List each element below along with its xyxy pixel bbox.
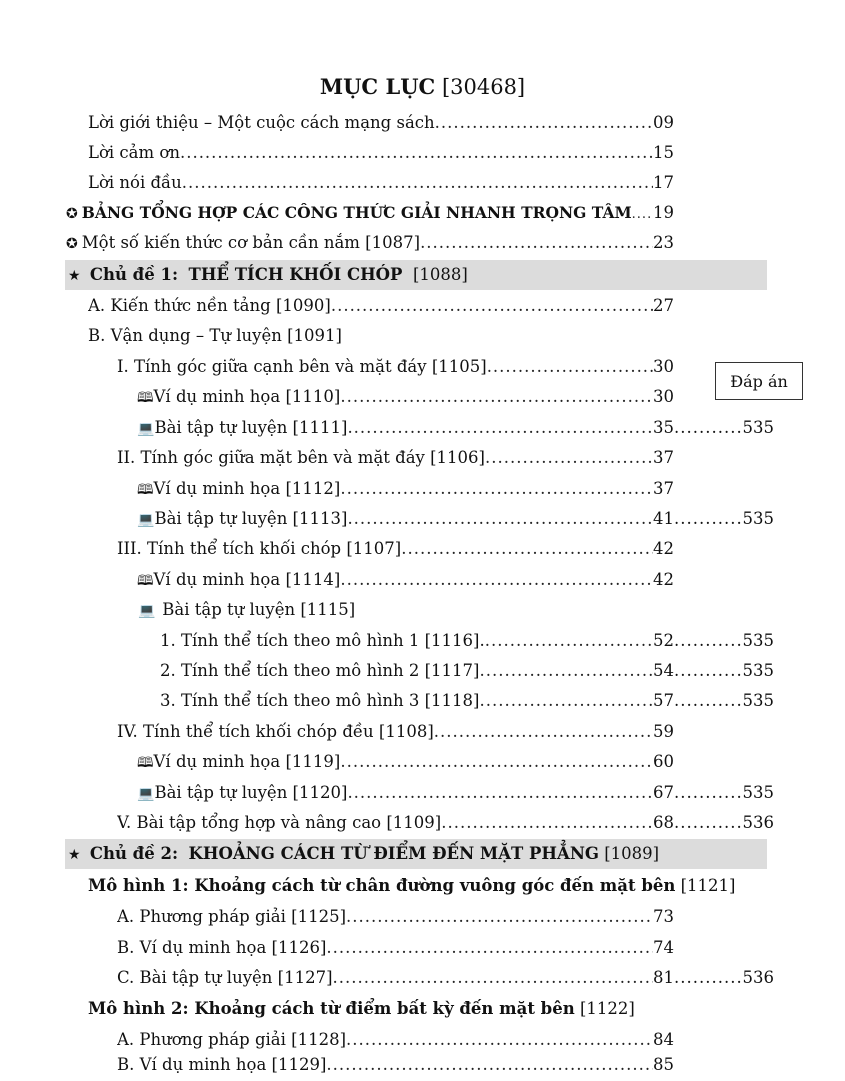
toc-entry[interactable]: [160, 686, 774, 716]
toc-entry[interactable]: [160, 626, 774, 656]
toc-entry[interactable]: [117, 717, 674, 747]
toc-entry[interactable]: [137, 595, 355, 625]
entry-page: 81: [653, 968, 674, 987]
answer-page: 535: [742, 418, 774, 437]
star-circle-icon: ✪: [66, 206, 78, 222]
entry-text: 1. Tính thể tích theo mô hình 1 [1116].: [160, 631, 485, 650]
toc-entry[interactable]: [117, 808, 774, 838]
section-label: Chủ đề 2:: [89, 844, 179, 863]
toc-entry[interactable]: [117, 443, 674, 473]
entry-text: III. Tính thể tích khối chóp [1107]: [117, 539, 402, 558]
star-icon: ★: [68, 847, 81, 863]
entry-page: 52: [653, 631, 674, 650]
star-circle-icon: ✪: [66, 236, 78, 252]
entry-page: 84: [653, 1030, 674, 1049]
laptop-icon: 💻: [137, 786, 155, 802]
entry-page: 54: [653, 661, 674, 680]
entry-page: 15: [653, 143, 674, 162]
toc-entry[interactable]: [88, 108, 674, 138]
entry-page: 85: [653, 1055, 674, 1074]
toc-entry[interactable]: [137, 778, 774, 808]
entry-page: 42: [653, 570, 674, 589]
toc-entry[interactable]: [137, 565, 674, 595]
entry-page: 23: [653, 233, 674, 252]
toc-entry[interactable]: [137, 504, 774, 534]
entry-page: 27: [653, 296, 674, 315]
entry-page: 59: [653, 722, 674, 741]
entry-page: 68: [653, 813, 674, 832]
title-main: MỤC LỤC: [319, 74, 436, 99]
entry-text: Lời giới thiệu – Một cuộc cách mạng sách: [88, 113, 435, 132]
model-heading-2[interactable]: [88, 994, 635, 1024]
answer-page: 535: [742, 783, 774, 802]
toc-entry[interactable]: [88, 321, 342, 351]
entry-page: 60: [653, 752, 674, 771]
entry-page: 42: [653, 539, 674, 558]
entry-text: Lời cảm ơn: [88, 143, 180, 162]
entry-text: Ví dụ minh họa [1114]: [153, 570, 341, 589]
entry-page: 74: [653, 938, 674, 957]
entry-text: V. Bài tập tổng hợp và nâng cao [1109]: [117, 813, 442, 832]
section-heading-1[interactable]: [68, 260, 468, 290]
entry-text: IV. Tính thể tích khối chóp đều [1108]: [117, 722, 434, 741]
entry-page: 09: [653, 113, 674, 132]
entry-text: Một số kiến thức cơ bản cần nắm [1087]: [81, 233, 421, 252]
model-code: [1121]: [680, 876, 736, 895]
toc-entry[interactable]: [137, 382, 674, 412]
book-icon: 🕮: [137, 755, 154, 771]
toc-entry[interactable]: [137, 413, 774, 443]
toc-entry[interactable]: [117, 1050, 674, 1080]
entry-text: I. Tính góc giữa cạnh bên và mặt đáy [1105]: [117, 357, 487, 376]
entry-text: Bài tập tự luyện [1115]: [162, 600, 356, 619]
entry-text: 2. Tính thể tích theo mô hình 2 [1117]: [160, 661, 480, 680]
entry-page: 30: [653, 387, 674, 406]
answer-page: 535: [742, 509, 774, 528]
toc-entry[interactable]: [117, 352, 674, 382]
section-code: [1088]: [412, 265, 468, 284]
toc-entry[interactable]: [137, 747, 674, 777]
entry-text: 3. Tính thể tích theo mô hình 3 [1118]: [160, 691, 480, 710]
section-heading-2[interactable]: [68, 839, 659, 869]
entry-page: 41: [653, 509, 674, 528]
entry-text: B. Ví dụ minh họa [1126]: [117, 938, 327, 957]
page-title: [0, 72, 845, 102]
toc-entry[interactable]: [117, 963, 774, 993]
section-title: THỂ TÍCH KHỐI CHÓP: [188, 265, 403, 284]
entry-page: 35: [653, 418, 674, 437]
section-code: [1089]: [604, 844, 660, 863]
entry-page: 57: [653, 691, 674, 710]
entry-page: 30: [653, 357, 674, 376]
answer-page: 536: [742, 968, 774, 987]
entry-page: 37: [653, 448, 674, 467]
entry-text: B. Vận dụng – Tự luyện [1091]: [88, 326, 342, 345]
entry-page: 37: [653, 479, 674, 498]
entry-text: A. Kiến thức nền tảng [1090]: [88, 296, 331, 315]
entry-text: B. Ví dụ minh họa [1129]: [117, 1055, 327, 1074]
answer-page: 535: [742, 691, 774, 710]
toc-entry[interactable]: [117, 902, 674, 932]
entry-text: Lời nói đầu: [88, 173, 182, 192]
toc-entry[interactable]: [66, 198, 674, 228]
entry-text: Ví dụ minh họa [1112]: [153, 479, 341, 498]
laptop-icon: 💻: [137, 421, 155, 437]
answer-header-box: Đáp án: [715, 362, 803, 400]
toc-entry[interactable]: [117, 933, 674, 963]
entry-page: 17: [653, 173, 674, 192]
entry-text: Bài tập tự luyện [1113]: [154, 509, 348, 528]
book-icon: 🕮: [137, 573, 154, 589]
entry-text: II. Tính góc giữa mặt bên và mặt đáy [1106]: [117, 448, 485, 467]
toc-entry[interactable]: [160, 656, 774, 686]
entry-page: 67: [653, 783, 674, 802]
toc-entry[interactable]: [88, 168, 674, 198]
toc-entry[interactable]: [88, 138, 674, 168]
section-label: Chủ đề 1:: [89, 265, 179, 284]
answer-page: 536: [742, 813, 774, 832]
entry-text: Ví dụ minh họa [1110]: [153, 387, 341, 406]
book-icon: 🕮: [137, 482, 154, 498]
answer-page: 535: [742, 631, 774, 650]
answer-page: 535: [742, 661, 774, 680]
toc-entry[interactable]: [66, 228, 674, 258]
toc-entry[interactable]: [88, 291, 674, 321]
entry-text: C. Bài tập tự luyện [1127]: [117, 968, 333, 987]
model-heading-1[interactable]: [88, 871, 735, 901]
laptop-icon: 💻: [137, 512, 155, 528]
star-icon: ★: [68, 268, 81, 284]
entry-text: A. Phương pháp giải [1125]: [117, 907, 347, 926]
laptop-icon: 💻: [138, 603, 156, 619]
section-title: KHOẢNG CÁCH TỪ ĐIỂM ĐẾN MẶT PHẲNG: [188, 844, 599, 863]
model-title: Mô hình 1: Khoảng cách từ chân đường vuông góc đến mặt bên: [88, 876, 676, 895]
entry-text: Bài tập tự luyện [1120]: [154, 783, 348, 802]
entry-text: BẢNG TỔNG HỢP CÁC CÔNG THỨC GIẢI NHANH TRỌNG TÂM: [81, 203, 632, 222]
entry-text: Ví dụ minh họa [1119]: [153, 752, 341, 771]
entry-page: 73: [653, 907, 674, 926]
entry-text: A. Phương pháp giải [1128]: [117, 1030, 347, 1049]
book-icon: 🕮: [137, 390, 154, 406]
entry-text: Bài tập tự luyện [1111]: [154, 418, 348, 437]
toc-entry[interactable]: [137, 474, 674, 504]
toc-entry[interactable]: [117, 534, 674, 564]
model-code: [1122]: [579, 999, 635, 1018]
model-title: Mô hình 2: Khoảng cách từ điểm bất kỳ đến mặt bên: [88, 999, 575, 1018]
entry-page: 19: [653, 203, 674, 222]
title-code: [30468]: [441, 75, 526, 99]
